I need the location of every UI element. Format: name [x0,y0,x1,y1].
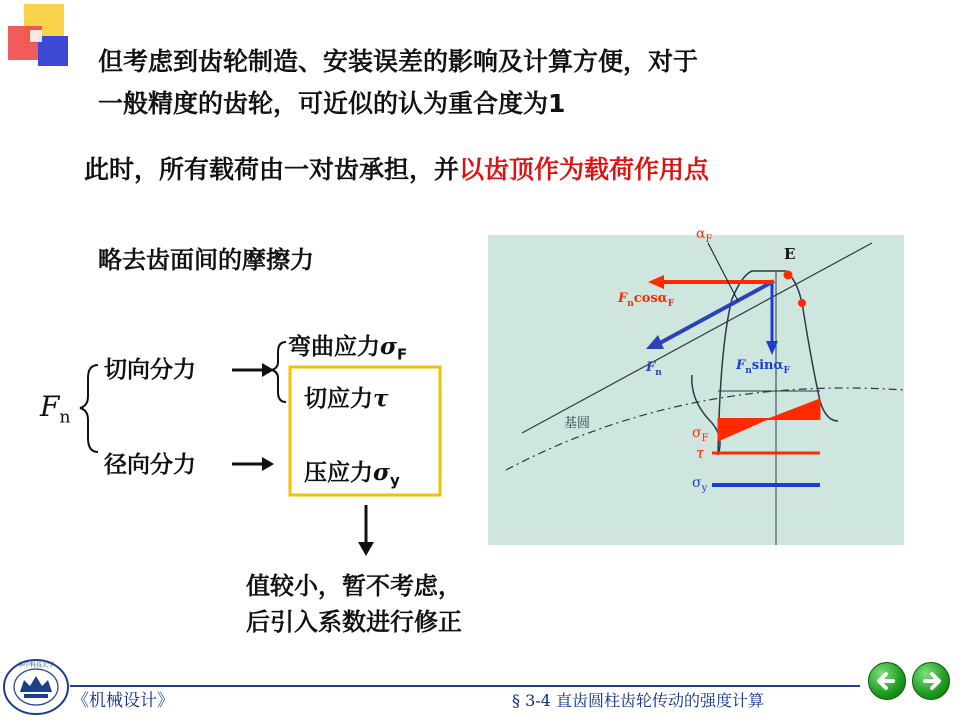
chapter-title: § 3-4 直齿圆柱齿轮传动的强度计算 [512,691,764,710]
alpha-f-label: $\alpha_F$ [696,226,713,245]
tangential-component-label: 切向分力 [104,357,196,383]
gear-tooth-diagram [486,225,906,550]
radial-arrowhead [262,457,274,471]
fn-label: $F_n$ [646,360,662,378]
base-circle-label: 基圆 [564,416,591,431]
next-slide-button[interactable] [912,662,950,700]
compress-text: 压应力 [304,460,373,486]
sigma-y-label: $\sigma_y$ [692,475,708,494]
tangential-brace [272,342,286,402]
footer-divider [70,685,860,687]
bending-symbol: σ [380,333,397,360]
prev-slide-button[interactable] [868,662,906,700]
radial-component-label: 径向分力 [104,452,196,478]
tau-label: τ [696,444,705,462]
fn-brace [80,365,98,452]
fn-sin-label: $F_n\sin\alpha_F$ [736,358,790,376]
arrow-left-icon [869,663,905,699]
tangential-arrowhead [262,363,274,377]
shear-text: 切应力 [304,386,373,412]
compress-sub: y [389,471,400,490]
fn-root-symbol: F [40,390,60,423]
bending-stress-label [288,328,407,364]
down-arrowhead [358,542,374,556]
compress-stress-label [304,454,400,490]
book-title: 《机械设计》 [72,691,174,711]
friction-note: 略去齿面间的摩擦力 [98,246,314,274]
point-e-label: E [784,245,796,263]
fn-root-sub: n [59,407,71,428]
university-logo [2,658,70,716]
fn-cos-label: $F_n\cos\alpha_F$ [618,291,675,309]
header-line-2: 一般精度的齿轮，可近似的认为重合度为1 [98,89,566,118]
shear-stress-label [304,380,388,413]
line3-highlight: 以齿顶作为载荷作用点 [459,155,710,184]
logo-emblem [2,658,70,716]
sigma-f-label: $\sigma_F$ [692,425,709,444]
line3-prefix: 此时，所有载荷由一对齿承担，并 [84,155,460,184]
shear-symbol: τ [373,385,389,412]
svg-text:华中科技大学: 华中科技大学 [17,662,55,669]
bending-sub: F [396,345,408,364]
conclusion-line-1: 值较小，暂不考虑， [246,572,462,600]
header-line-1: 但考虑到齿轮制造、安装误差的影响及计算方便，对于 [98,47,699,76]
bending-text: 弯曲应力 [288,334,380,360]
point-second-dot [798,299,806,307]
compress-symbol: σ [373,459,390,486]
arrow-right-icon [913,663,949,699]
point-e-dot [784,271,793,280]
conclusion-line-2: 后引入系数进行修正 [246,608,462,636]
